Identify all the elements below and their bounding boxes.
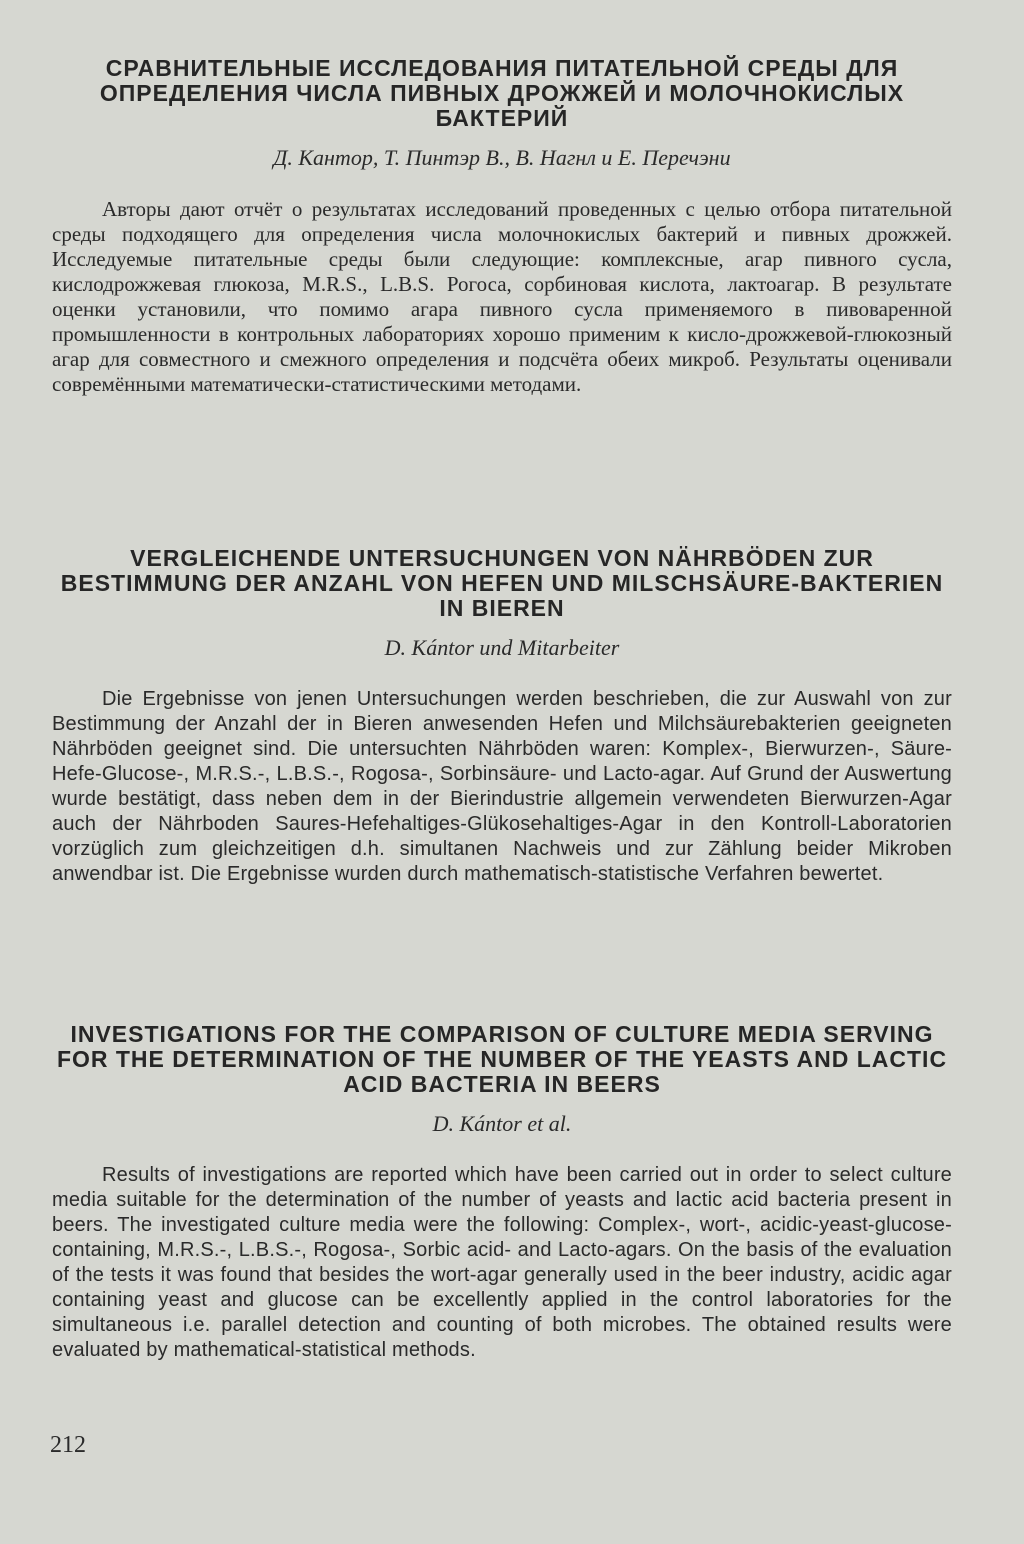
section-abstract: Авторы дают отчёт о результатах исследований проведенных с целью отбора питательной среды подходящего для определения числа молочнокислых бактерий и пивных дрожжей. Исследуемые питательные среды были следующие: комплексные, агар пивного сусла, кислодрожжевая глюкоза, M.R.S., L.B.S. Рогоса, сорбиновая кислота, лактоагар. В результате оценки установили, что помимо агара пивного сусла применяемого в пивоваренной промышленности в контрольных лабораториях хорошо применим к кисло-дрожжевой-глюкозный агар для совместного и смежного определения и подсчёта обеих микроб. Результаты оценивали совремёнными математически-статистическими методами. xyxy=(52,197,952,396)
section-authors: Д. Кантор, Т. Пинтэр В., В. Нагнл и Е. Перечэни xyxy=(273,145,731,170)
section-abstract: Results of investigations are reported which have been carried out in order to select culture media suitable for the determination of the number of yeasts and lactic acid bacteria present in beers. The investigated culture media were the following: Complex-, wort-, acidic-yeast-glucose-containing, M.R.S.-, L.B.S.-, Rogosa-, Sorbic acid- and Lacto-agars. On the basis of the evaluation of the tests it was found that besides the wort-agar generally used in the beer industry, acidic agar containing yeast and glucose can be excellently applied in the control laboratories for the simultaneous i.e. parallel detection and counting of both microbes. The obtained results were evaluated by mathematical-statistical methods. xyxy=(52,1164,952,1361)
abstract-section-russian xyxy=(52,56,952,397)
abstract-section-english xyxy=(52,1022,952,1363)
section-abstract: Die Ergebnisse von jenen Untersuchungen werden beschrieben, die zur Auswahl von zur Bestimmung der Anzahl der in Bieren anwesenden Hefen und Milchsäurebakterien geeigneten Nährböden geeignet sind. Die untersuchten Nährböden waren: Komplex-, Bierwurzen-, Säure-Hefe-Glucose-, M.R.S.-, L.B.S.-, Rogosa-, Sorbinsäure- und Lacto-agar. Auf Grund der Auswertung wurde bestätigt, dass neben dem in der Bierindustrie allgemein verwendeten Bierwurzen-Agar auch der Nährboden Saures-Hefehaltiges-Glükosehaltiges-Agar in den Kontroll-Laboratorien vorzüglich zum gleichzeitigen d.h. simultanen Nachweis und zur Zählung beider Mikroben anwendbar ist. Die Ergebnisse wurden durch mathematisch-statistische Verfahren bewertet. xyxy=(52,688,952,885)
section-title: VERGLEICHENDE UNTERSUCHUNGEN VON NÄHRBÖDEN ZUR BESTIMMUNG DER ANZAHL VON HEFEN UND MILSCHSÄURE-BAKTERIEN IN BIEREN xyxy=(60,545,944,621)
section-authors: D. Kántor et al. xyxy=(432,1111,572,1136)
section-title: СРАВНИТЕЛЬНЫЕ ИССЛЕДОВАНИЯ ПИТАТЕЛЬНОЙ СРЕДЫ ДЛЯ ОПРЕДЕЛЕНИЯ ЧИСЛА ПИВНЫХ ДРОЖЖЕЙ И МОЛОЧНОКИСЛЫХ БАКТЕРИЙ xyxy=(99,55,905,131)
page-number: 212 xyxy=(50,1432,86,1458)
abstract-section-german xyxy=(52,546,952,887)
section-authors: D. Kántor und Mitarbeiter xyxy=(384,635,620,660)
section-title: INVESTIGATIONS FOR THE COMPARISON OF CULTURE MEDIA SERVING FOR THE DETERMINATION OF THE NUMBER OF THE YEASTS AND LACTIC ACID BACTERIA IN BEERS xyxy=(56,1021,948,1097)
